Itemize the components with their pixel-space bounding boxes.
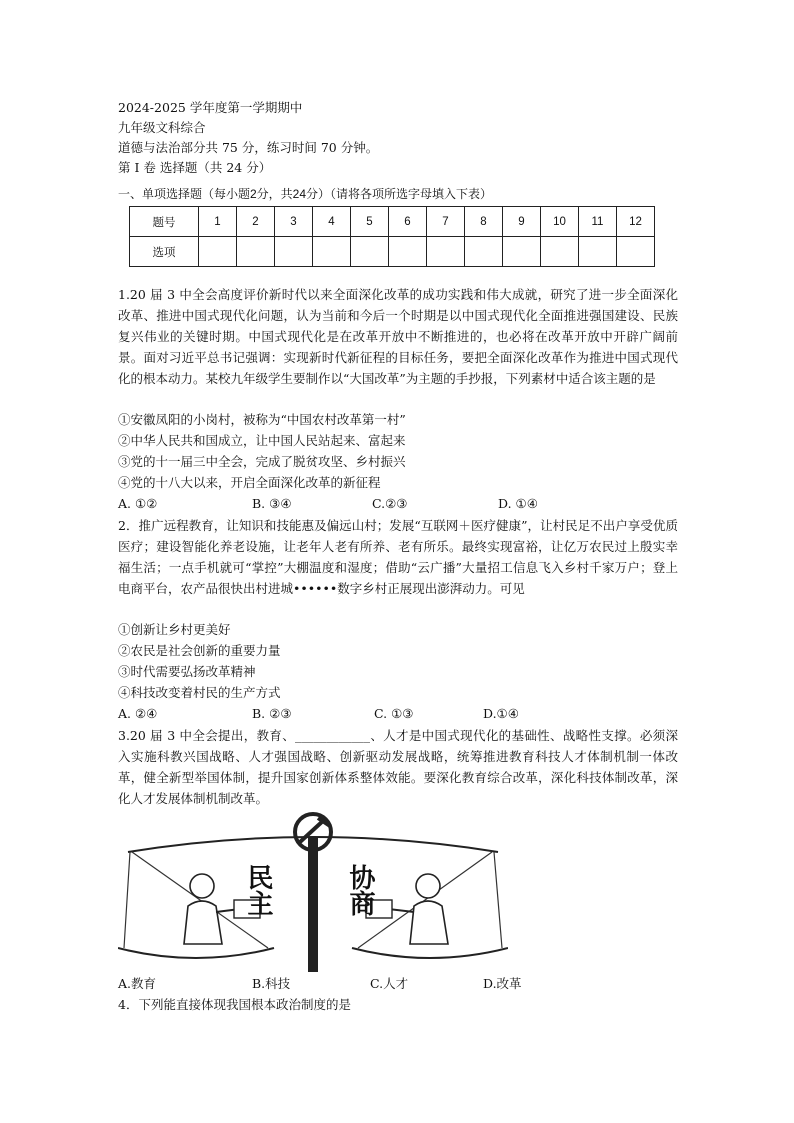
option-d[interactable]: D.改革	[483, 976, 522, 991]
balance-scale-illustration	[118, 808, 508, 972]
question-number-cell: 11	[579, 207, 617, 237]
cartoon-left-label: 民主	[243, 864, 273, 916]
question-number-cell: 4	[313, 207, 351, 237]
answer-cell[interactable]	[427, 237, 465, 267]
question-1-item: ③党的十一届三中全会，完成了脱贫攻坚、乡村振兴	[118, 454, 406, 469]
table-row	[130, 237, 655, 267]
question-1-item: ④党的十八大以来，开启全面深化改革的新征程	[118, 475, 381, 490]
option-c[interactable]: C. ①③	[374, 706, 414, 721]
question-number-cell: 10	[541, 207, 579, 237]
question-1-item: ①安徽凤阳的小岗村，被称为“中国农村改革第一村”	[118, 412, 406, 427]
cartoon-right-label: 协商	[345, 864, 375, 916]
question-number-cell: 12	[617, 207, 655, 237]
question-2-item: ②农民是社会创新的重要力量	[118, 643, 281, 658]
right-pan	[352, 948, 508, 958]
question-number-cell: 5	[351, 207, 389, 237]
answer-cell[interactable]	[351, 237, 389, 267]
answer-cell[interactable]	[503, 237, 541, 267]
option-a[interactable]: A.教育	[118, 976, 157, 991]
question-number-cell: 8	[465, 207, 503, 237]
question-1-stem: 1.20 届 3 中全会高度评价新时代以来全面深化改革的成功实践和伟大成就，研究了进一步全面深化改革、推进中国式现代化问题，认为当前和今后一个时期是以中国式现代化全面推进强国建设、民族复兴伟业的关键时期。中国式现代化是在改革开放中不断推进的，也必将在改革开放中开辟广阔前景。面对习近平总书记强调：实现新时代新征程的目标任务，要把全面深化改革作为推进中国式现代化的根本动力。某校九年级学生要制作以“大国改革”为主题的手抄报，下列素材中适合该主题的是	[118, 287, 678, 386]
answer-cell[interactable]	[617, 237, 655, 267]
question-2-item: ④科技改变着村民的生产方式	[118, 685, 281, 700]
question-number-cell: 9	[503, 207, 541, 237]
option-c[interactable]: C.②③	[372, 496, 408, 511]
question-2-item: ③时代需要弘扬改革精神	[118, 664, 256, 679]
left-pan	[118, 948, 274, 958]
question-1-item: ②中华人民共和国成立，让中国人民站起来、富起来	[118, 433, 406, 448]
row-label-answer: 选项	[130, 237, 199, 267]
section-title: 一、单项选择题（每小题2分，共24分）（请将各项所选字母填入下表）	[118, 187, 493, 201]
question-number-cell: 3	[275, 207, 313, 237]
question-number-cell: 6	[389, 207, 427, 237]
option-a[interactable]: A. ②④	[118, 706, 158, 721]
question-number-cell: 1	[199, 207, 237, 237]
answer-cell[interactable]	[313, 237, 351, 267]
option-b[interactable]: B.科技	[252, 976, 291, 991]
question-4-stem: 4．下列能直接体现我国根本政治制度的是	[118, 997, 351, 1012]
question-number-cell: 2	[237, 207, 275, 237]
table-row	[130, 207, 655, 237]
balance-scale-cartoon	[118, 808, 508, 972]
option-d[interactable]: D.①④	[483, 706, 519, 721]
question-3-stem: 3.20 届 3 中全会提出，教育、____________、人才是中国式现代化的基础性、战略性支撑。必须深入实施科教兴国战略、人才强国战略、创新驱动发展战略，统筹推进教育科技人才体制机制一体改革，健全新型举国体制，提升国家创新体系整体效能。要深化教育综合改革，深化科技体制改革，深化人才发展体制机制改革。	[118, 728, 678, 806]
option-c[interactable]: C.人才	[370, 976, 409, 991]
school-year-heading: 2024-2025 学年度第一学期期中	[118, 100, 303, 115]
answer-cell[interactable]	[465, 237, 503, 267]
grade-subject-heading: 九年级文科综合	[118, 120, 206, 135]
row-label-number: 题号	[130, 207, 199, 237]
answer-cell[interactable]	[275, 237, 313, 267]
answer-cell[interactable]	[199, 237, 237, 267]
option-b[interactable]: B. ②③	[252, 706, 292, 721]
question-2-item: ①创新让乡村更美好	[118, 622, 231, 637]
option-a[interactable]: A. ①②	[118, 496, 158, 511]
part-one-heading: 第 I 卷 选择题（共 24 分）	[118, 160, 272, 175]
option-b[interactable]: B. ③④	[252, 496, 292, 511]
question-2-stem: 2．推广远程教育，让知识和技能惠及偏远山村；发展“互联网＋医疗健康”，让村民足不出户享受优质医疗；建设智能化养老设施，让老年人老有所养、老有所乐。最终实现富裕，让亿万农民过上殷实幸福生活；一点手机就可“掌控”大棚温度和湿度；借助“云广播”大量招工信息飞入乡村千家万户；登上电商平台，农产品很快出村进城••••••数字乡村正展现出澎湃动力。可见	[118, 518, 678, 596]
answer-table	[129, 206, 655, 267]
question-number-cell: 7	[427, 207, 465, 237]
answer-cell[interactable]	[389, 237, 427, 267]
score-time-note: 道德与法治部分共 75 分，练习时间 70 分钟。	[118, 140, 379, 155]
option-d[interactable]: D. ①④	[498, 496, 538, 511]
answer-cell[interactable]	[237, 237, 275, 267]
answer-cell[interactable]	[541, 237, 579, 267]
scale-pole	[308, 838, 318, 972]
answer-cell[interactable]	[579, 237, 617, 267]
